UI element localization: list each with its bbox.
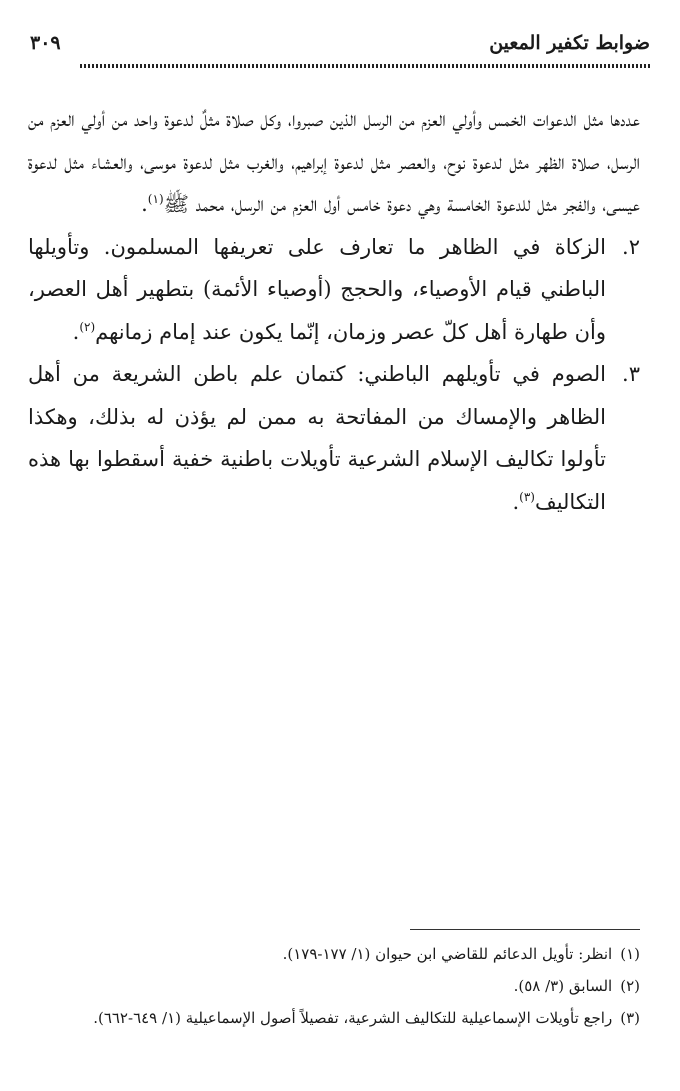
running-title: ضوابط تكفير المعين [489,32,650,54]
footnote [28,972,640,1001]
footnote-number: (٣) [620,1009,640,1027]
footnote [28,1004,640,1033]
running-header [30,30,650,70]
page-number: ٣٠٩ [30,32,61,54]
header-rule [80,64,650,68]
list-item: ٣. الصوم في تأويلهم الباطني: كتمان علم باطن الشريعة من أهل الظاهر والإمساك من المفاتحة به ممن لم يؤذن له بذلك، وهكذا تأولوا تكاليف الإسلام الشرعية تأويلات باطنية خفية أسقطوا بها هذه التكاليف$^{(٣)}$. [28,353,640,523]
list-item: ٢. الزكاة في الظاهر ما تعارف على تعريفها المسلمون. وتأويلها الباطني قيام الأوصياء، والحجج (أوصياء الأئمة) بتطهير أهل العصر، وأن طهارة أهل كلّ عصر وزمان، إنّما يكون عند إمام زمانهم$^{(٢)}$. [28,226,640,354]
footnotes [28,940,640,1036]
list-item-text: الزكاة في الظاهر ما تعارف على تعريفها المسلمون. وتأويلها الباطني قيام الأوصياء، والحجج (أوصياء الأئمة) بتطهير أهل العصر، وأن طهارة أهل كلّ عصر وزمان، إنّما يكون عند إمام زمانهم [28,234,606,344]
footnote-number: (٢) [620,977,640,995]
list-item-text: الصوم في تأويلهم الباطني: كتمان علم باطن الشريعة من أهل الظاهر والإمساك من المفاتحة به ممن لم يؤذن له بذلك، وهكذا تأولوا تكاليف الإسلام الشرعية تأويلات باطنية خفية أسقطوا بها هذه التكاليف [28,362,606,514]
list-item-number: ٢. [622,234,640,259]
footnote-text: السابق (٣/ ٥٨). [513,977,613,995]
list-item-number: ٣. [622,362,640,386]
paragraph-text: عددها مثل الدعوات الخمس وأولي العزم من الرسل الذين صبروا، وكل صلاة مثلٌ لدعوة واحد من أولي العزم من الرسل، صلاة الظهر مثل لدعوة نوح، والعصر مثل لدعوة إبراهيم، والغرب مثل لدعوة موسى، والعشاء مثل لدعوة عيسى، والفجر مثل للدعوة الخامسة وهي دعوة خامس أول العزم من الرسل، محمد ﷺ [27,107,640,216]
footnote-text: راجع تأويلات الإسماعيلية للتكاليف الشرعية، تفصيلاً أصول الإسماعيلية (١/ ٦٤٩-٦٦٢). [93,1009,613,1027]
footnote-text: انظر: تأويل الدعائم للقاضي ابن حيوان (١/ ١٧٧-١٧٩). [282,945,613,963]
footnote-number: (١) [620,945,640,963]
continued-paragraph: عددها مثل الدعوات الخمس وأولي العزم من الرسل الذين صبروا، وكل صلاة مثلٌ لدعوة واحد من أولي العزم من الرسل، صلاة الظهر مثل لدعوة نوح، والعصر مثل لدعوة إبراهيم، والغرب مثل لدعوة موسى، والعشاء مثل لدعوة عيسى، والفجر مثل للدعوة الخامسة وهي دعوة خامس أول العزم من الرسل، محمد ﷺ$^{(١)}$. [27,107,640,216]
main-text [28,98,640,523]
footnote-ref: (١) [147,192,164,206]
footnote [28,940,640,969]
footnote-ref: (٢) [79,319,96,334]
footnote-ref: (٣) [519,489,535,504]
footnote-separator [410,929,640,930]
